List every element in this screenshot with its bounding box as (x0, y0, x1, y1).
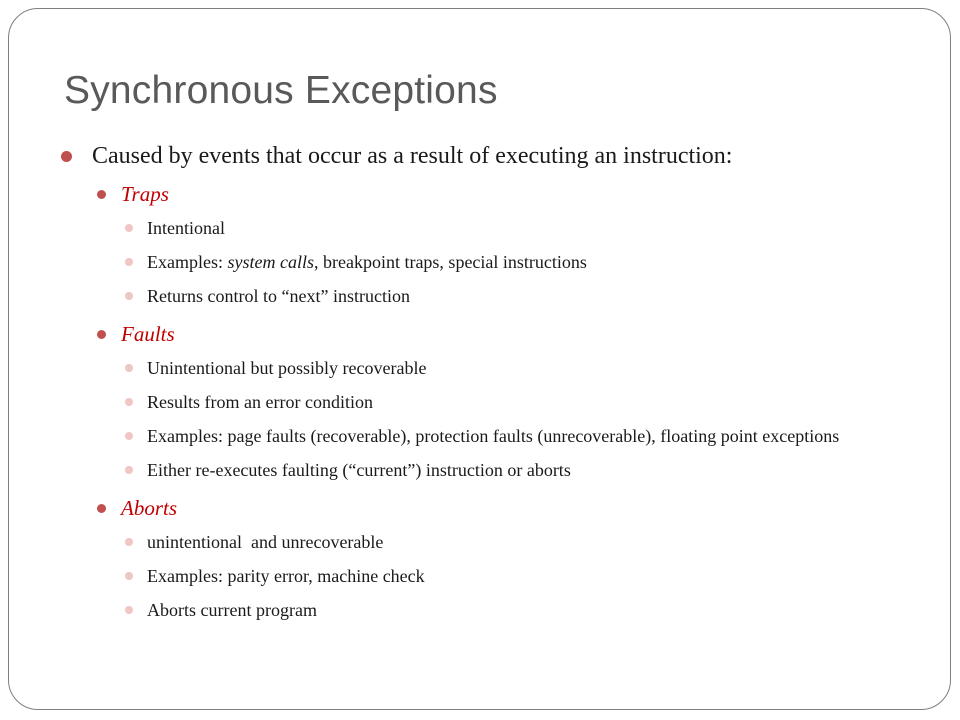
list-item-text: Either re-executes faulting (“current”) instruction or aborts (147, 460, 571, 480)
list-item-text: Returns control to “next” instruction (147, 286, 410, 306)
list-item-text: unintentional and unrecoverable (147, 532, 384, 552)
bullet-dot-icon (125, 292, 133, 300)
list-item (59, 357, 879, 379)
intro-text: Caused by events that occur as a result of executing an instruction: (92, 143, 733, 169)
list-item-text: Examples: page faults (recoverable), protection faults (unrecoverable), floating point exceptions (147, 426, 840, 446)
bullet-dot-icon (97, 504, 106, 513)
section-heading-traps (59, 181, 879, 207)
list-item-text: Examples: parity error, machine check (147, 566, 425, 586)
bullet-dot-icon (125, 398, 133, 406)
bullet-dot-icon (125, 466, 133, 474)
bullet-dot-icon (125, 572, 133, 580)
section-heading-aborts (59, 495, 879, 521)
bullet-dot-icon (97, 330, 106, 339)
intro-bullet (59, 141, 879, 171)
list-item-prefix: Examples: (147, 252, 228, 272)
bullet-dot-icon (125, 606, 133, 614)
slide-content (59, 141, 879, 633)
list-item (59, 285, 879, 307)
list-item-emphasis: system calls (227, 252, 314, 272)
list-item-text: Unintentional but possibly recoverable (147, 358, 427, 378)
list-item (59, 565, 879, 587)
slide-frame (8, 8, 951, 710)
list-item (59, 599, 879, 621)
bullet-dot-icon (61, 151, 72, 162)
list-item-text: Results from an error condition (147, 392, 373, 412)
section-heading-label: Aborts (121, 496, 178, 520)
bullet-dot-icon (125, 258, 133, 266)
list-item-text (147, 251, 879, 273)
bullet-dot-icon (97, 190, 106, 199)
list-item (59, 251, 879, 273)
list-item (59, 459, 879, 481)
section-heading-faults (59, 321, 879, 347)
list-item-suffix: , breakpoint traps, special instructions (313, 252, 587, 272)
bullet-dot-icon (125, 538, 133, 546)
list-item (59, 531, 879, 553)
section-heading-label: Faults (121, 322, 175, 346)
bullet-dot-icon (125, 432, 133, 440)
slide-title: Synchronous Exceptions (64, 69, 498, 112)
section-heading-label: Traps (121, 182, 169, 206)
list-item-text: Intentional (147, 218, 225, 238)
list-item-text: Aborts current program (147, 600, 317, 620)
list-item (59, 425, 879, 447)
bullet-dot-icon (125, 224, 133, 232)
list-item (59, 217, 879, 239)
bullet-dot-icon (125, 364, 133, 372)
list-item (59, 391, 879, 413)
